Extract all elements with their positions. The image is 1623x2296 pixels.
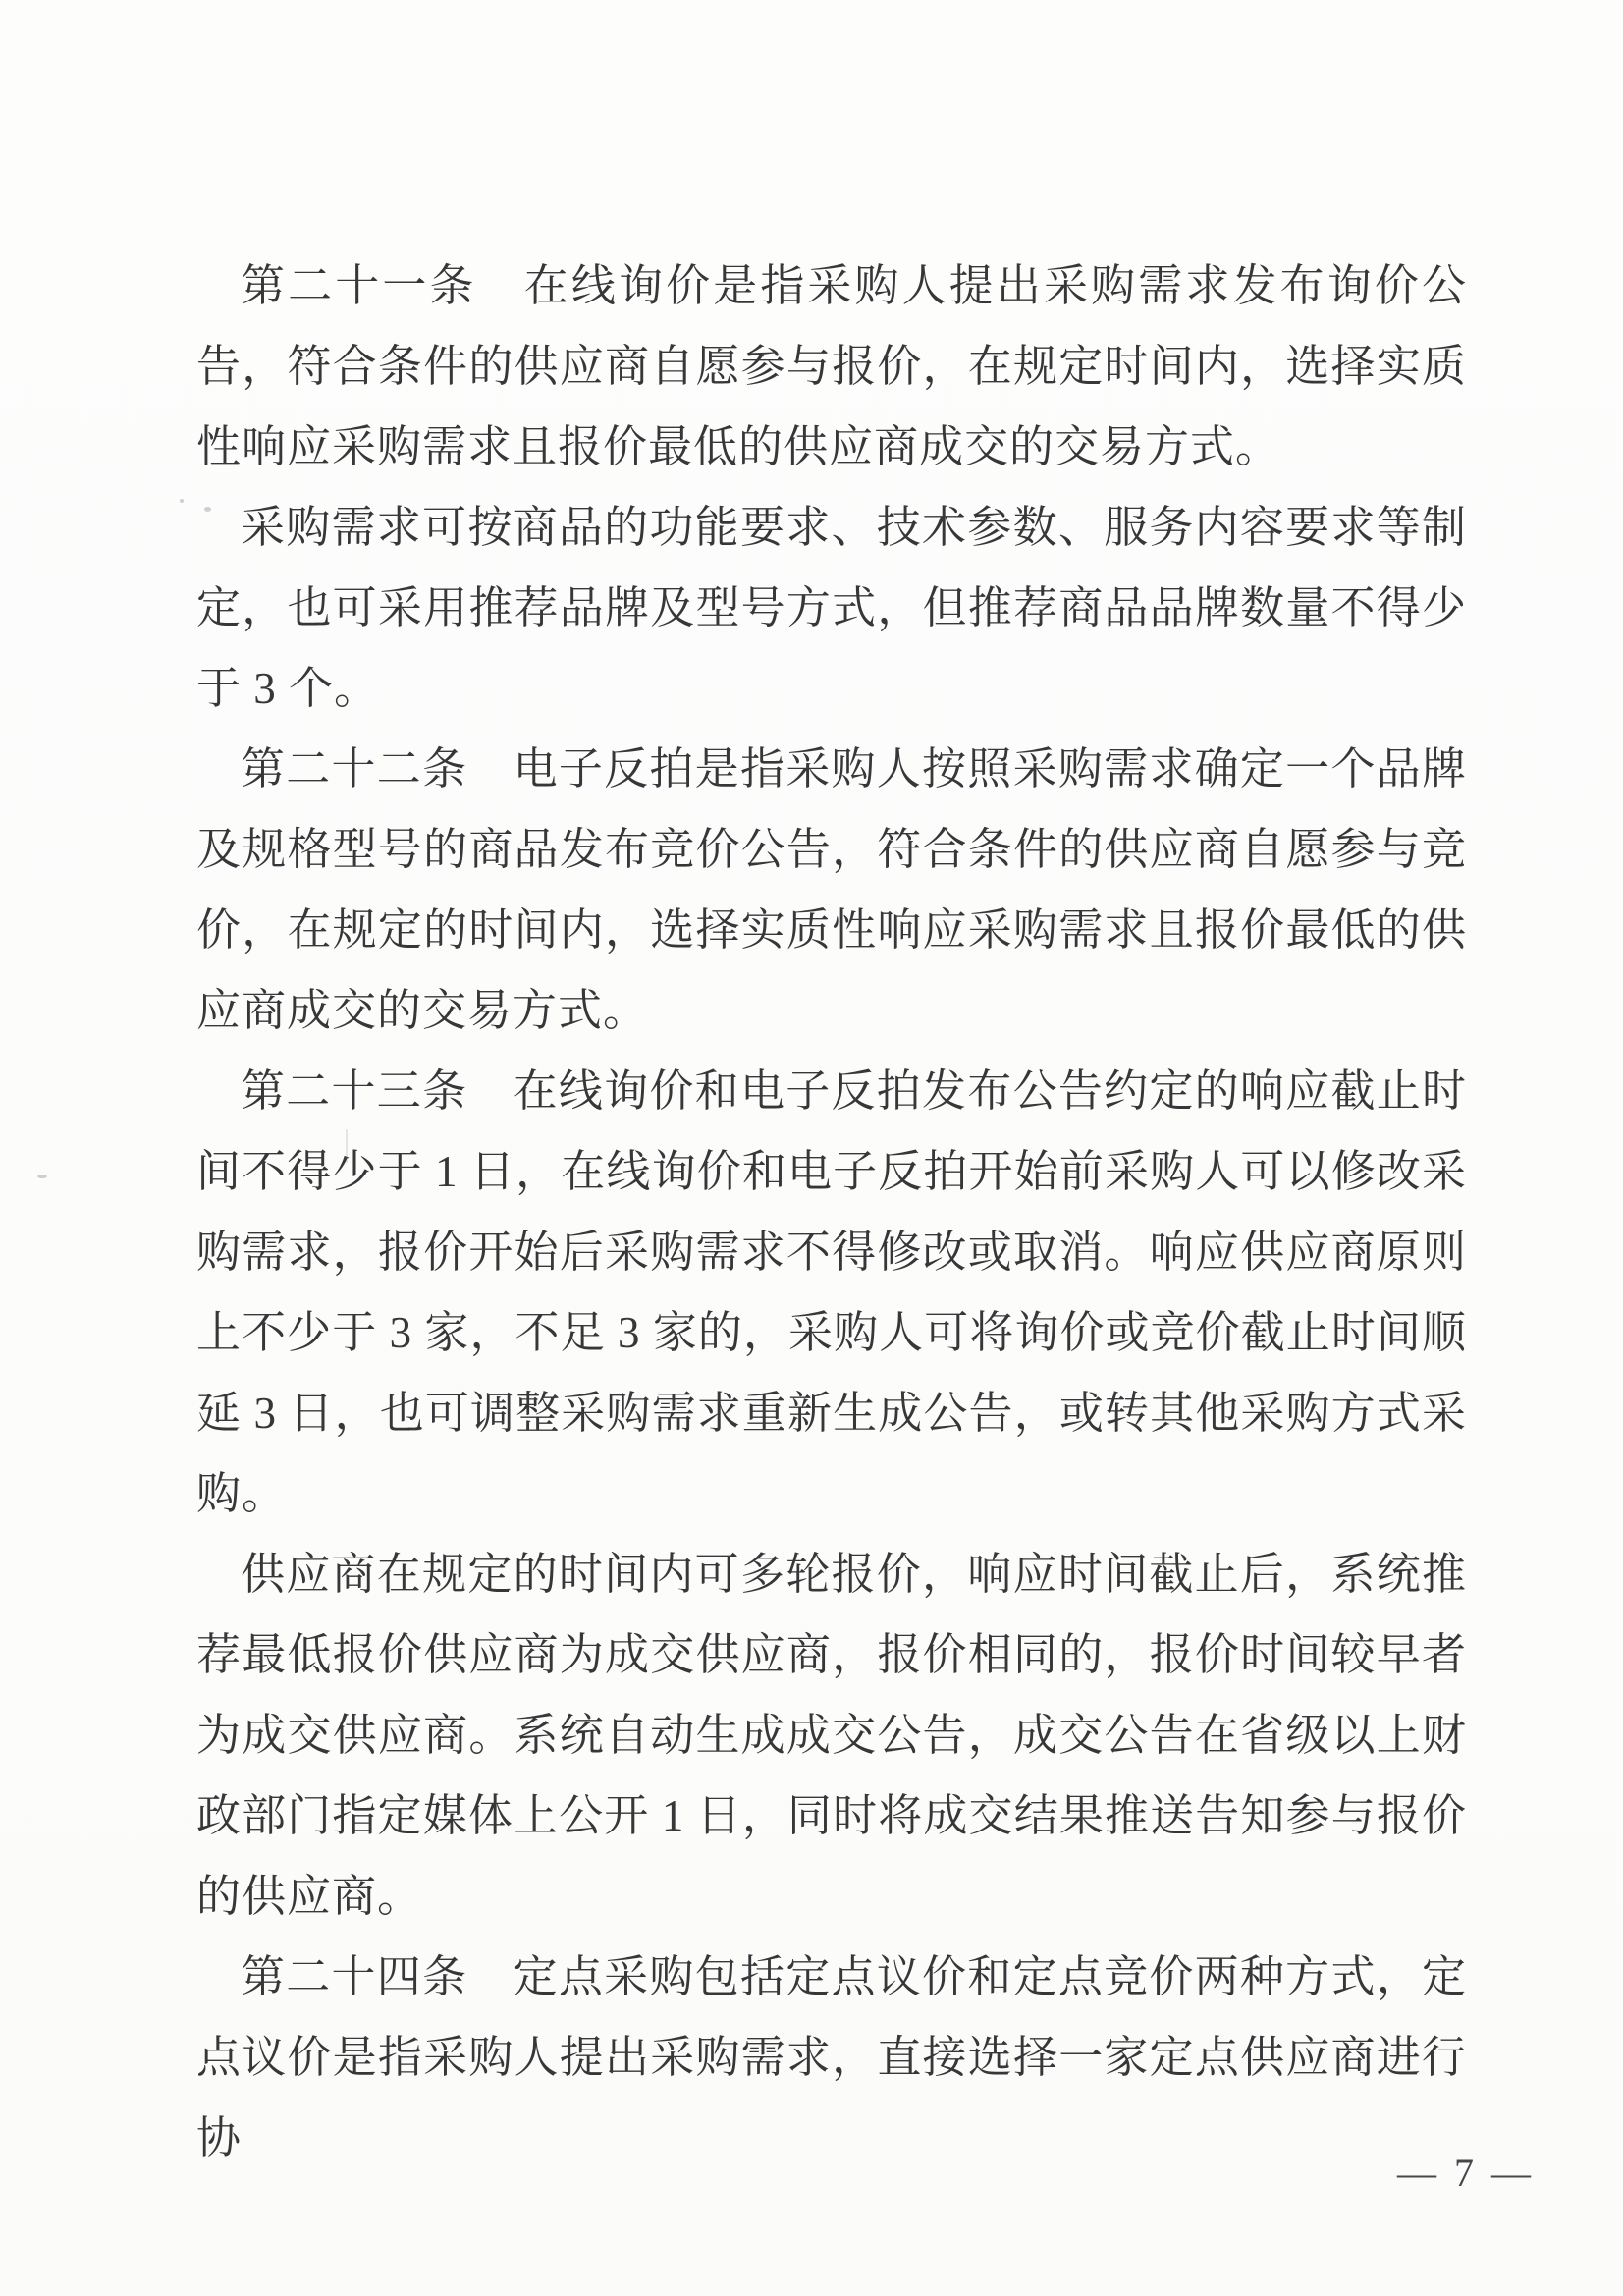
paragraph-article-21-requirements: 采购需求可按商品的功能要求、技术参数、服务内容要求等制定，也可采用推荐品牌及型号方式，但推荐商品品牌数量不得少于 3 个。 bbox=[196, 503, 1467, 713]
paragraph-article-22-def: 第二十二条 电子反拍是指采购人按照采购需求确定一个品牌及规格型号的商品发布竞价公告，符合条件的供应商自愿参与竞价，在规定的时间内，选择实质性响应采购需求且报价最低的供应商成交的交易方式。 bbox=[196, 744, 1467, 1035]
paragraph-article-21-def: 第二十一条 在线询价是指采购人提出采购需求发布询价公告，符合条件的供应商自愿参与报价，在规定时间内，选择实质性响应采购需求且报价最低的供应商成交的交易方式。 bbox=[196, 261, 1467, 471]
scan-artifact bbox=[180, 499, 184, 503]
paragraph-article-23-rules: 第二十三条 在线询价和电子反拍发布公告约定的响应截止时间不得少于 1 日，在线询价和电子反拍开始前采购人可以修改采购需求，报价开始后采购需求不得修改或取消。响应供应商原则上不少于 3 家，不足 3 家的，采购人可将询价或竞价截止时间顺延 3 日，也可调整采购需求重新生成公告，或转其他采购方式采购。 bbox=[196, 1066, 1467, 1518]
page-number: — 7 — bbox=[1397, 2151, 1535, 2195]
scan-artifact bbox=[204, 507, 211, 512]
paragraph-article-23-bidding: 供应商在规定的时间内可多轮报价，响应时间截止后，系统推荐最低报价供应商为成交供应商，报价相同的，报价时间较早者为成交供应商。系统自动生成成交公告，成交公告在省级以上财政部门指定媒体上公开 1 日，同时将成交结果推送告知参与报价的供应商。 bbox=[196, 1550, 1467, 1921]
scan-artifact bbox=[346, 1129, 348, 1163]
document-body bbox=[196, 246, 1467, 2178]
paragraph-article-24-def: 第二十四条 定点采购包括定点议价和定点竞价两种方式，定点议价是指采购人提出采购需求，直接选择一家定点供应商进行协 bbox=[196, 1952, 1467, 2162]
scan-artifact bbox=[37, 1175, 47, 1178]
